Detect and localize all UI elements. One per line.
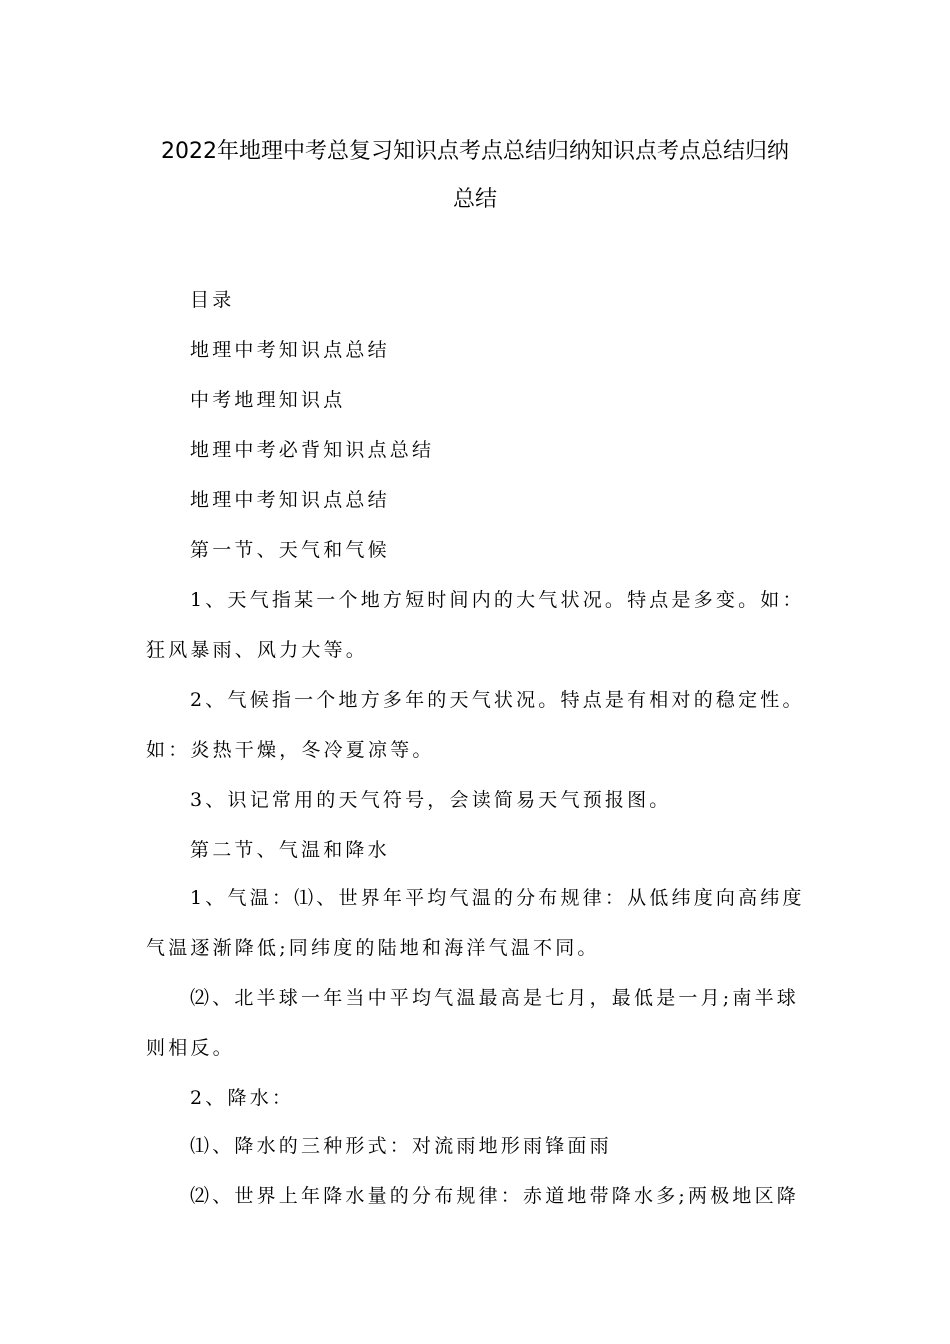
document-title-line-2: 总结	[452, 187, 497, 212]
document-title-line-1: 2022年地理中考总复习知识点考点总结归纳知识点考点总结归纳	[161, 139, 789, 164]
toc-item: 中考地理知识点	[190, 389, 346, 411]
toc-item: 地理中考必背知识点总结	[190, 439, 435, 461]
paragraph-line: 2、气候指一个地方多年的天气状况。特点是有相对的稳定性。	[190, 689, 805, 711]
paragraph-line: ⑵、世界上年降水量的分布规律：赤道地带降水多;两极地区降	[190, 1185, 800, 1207]
paragraph-line: 3、识记常用的天气符号，会读简易天气预报图。	[190, 789, 672, 811]
subsection-heading: 第二节、气温和降水	[190, 839, 390, 861]
paragraph-line: 气温逐渐降低;同纬度的陆地和海洋气温不同。	[146, 937, 600, 959]
section-heading: 地理中考知识点总结	[190, 489, 390, 511]
toc-item: 地理中考知识点总结	[190, 339, 390, 361]
paragraph-line: 则相反。	[146, 1037, 235, 1059]
paragraph-line: ⑵、北半球一年当中平均气温最高是七月，最低是一月;南半球	[190, 987, 800, 1009]
paragraph-line: 1、天气指某一个地方短时间内的大气状况。特点是多变。如：	[190, 589, 805, 611]
paragraph-line: 1、气温：⑴、世界年平均气温的分布规律：从低纬度向高纬度	[190, 887, 805, 909]
subsection-heading: 第一节、天气和气候	[190, 539, 390, 561]
toc-heading: 目录	[190, 289, 235, 311]
paragraph-line: 如：炎热干燥，冬冷夏凉等。	[146, 739, 435, 761]
paragraph-line: ⑴、降水的三种形式：对流雨地形雨锋面雨	[190, 1135, 612, 1157]
paragraph-line: 2、降水：	[190, 1087, 295, 1109]
paragraph-line: 狂风暴雨、风力大等。	[146, 639, 369, 661]
